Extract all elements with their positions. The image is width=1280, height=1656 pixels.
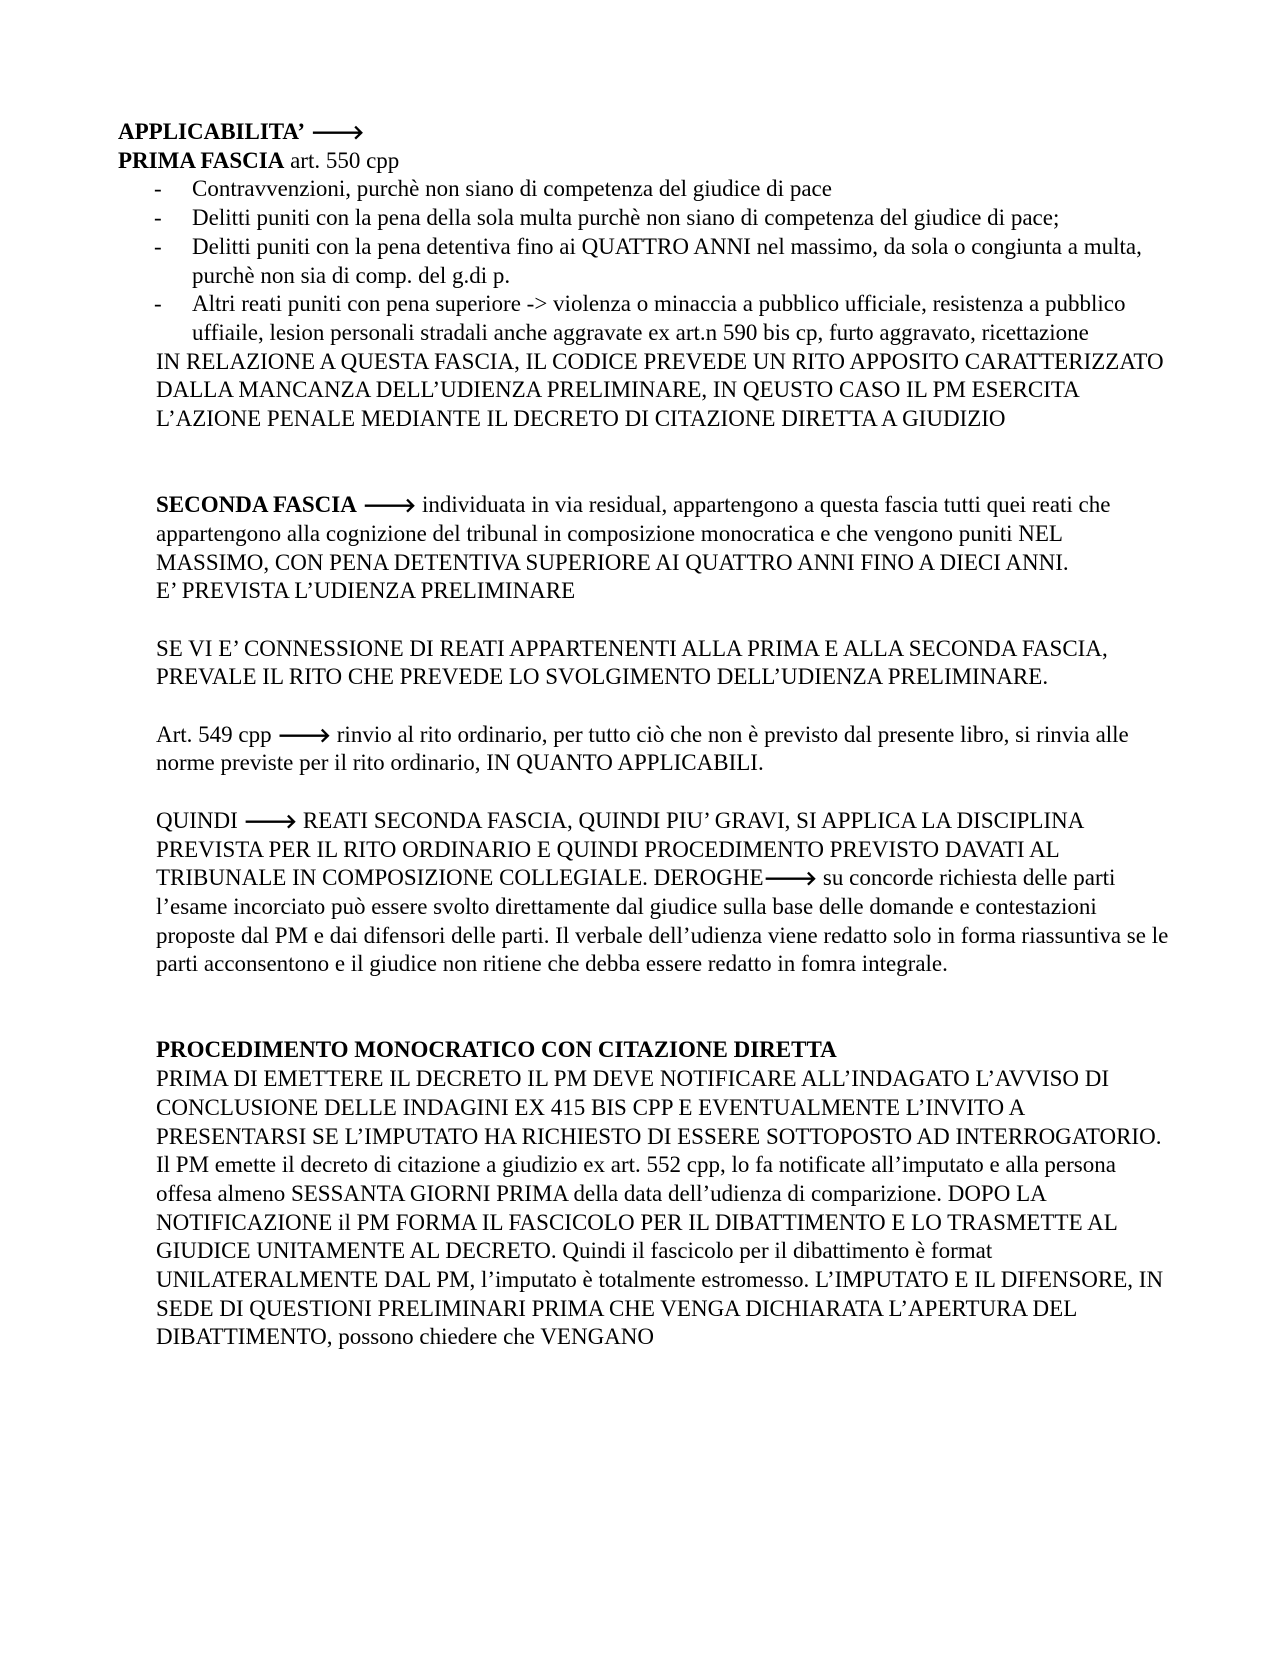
spacer	[156, 692, 1170, 721]
prima-fascia-title: PRIMA FASCIA	[118, 147, 285, 173]
heading-applicabilita-text: APPLICABILITA’	[118, 119, 305, 144]
arrow-icon: 🡒	[243, 808, 298, 833]
seconda-fascia-title: SECONDA FASCIA	[156, 492, 357, 518]
list-item	[118, 204, 1170, 233]
spacer	[156, 434, 1170, 491]
procedimento-title-text: PROCEDIMENTO MONOCRATICO CON CITAZIONE DIRETTA	[156, 1037, 837, 1063]
arrow-icon: 🡒	[763, 866, 818, 891]
spacer	[156, 778, 1170, 807]
list-item	[118, 233, 1170, 290]
quindi-lead: QUINDI	[156, 807, 244, 833]
prima-fascia-line	[118, 147, 1170, 176]
list-item-text: Delitti puniti con la pena della sola multa purchè non siano di competenza del giudice di pace;	[192, 205, 1060, 231]
prima-fascia-list	[118, 175, 1170, 347]
quindi-text: su concorde richiesta delle parti l’esame incorciato può essere svolto direttamente dal giudice sulla base delle domande e contestazioni proposte dal PM e dai difensori delle parti. Il verbale dell’udienza viene redatto solo in forma riassuntiva se le parti acconsentono e il giudice non ritiene che debba essere redatto in fomra integrale.	[156, 865, 1169, 977]
arrow-icon: 🡒	[310, 120, 365, 144]
document-body	[118, 118, 1170, 1352]
paragraph-procedimento-2: Il PM emette il decreto di citazione a giudizio ex art. 552 cpp, lo fa notificate all’imputato e alla persona offesa almeno SESSANTA GIORNI PRIMA della data dell’udienza di comparizione. DOPO LA NOTIFICAZIONE il PM FORMA IL FASCICOLO PER IL DIBATTIMENTO E LO TRASMETTE AL GIUDICE UNITAMENTE AL DECRETO. Quindi il fascicolo per il dibattimento è format UNILATERALMENTE DAL PM, l’imputato è totalmente estromesso. L’IMPUTATO E IL DIFENSORE, IN SEDE DI QUESTIONI PRELIMINARI PRIMA CHE VENGA DICHIARATA L’APERTURA DEL DIBATTIMENTO, possono chiedere che VENGANO	[156, 1152, 1164, 1350]
art-549-lead: Art. 549 cpp	[156, 721, 278, 747]
list-item-text: Delitti puniti con la pena detentiva fino ai QUATTRO ANNI nel massimo, da sola o congiunta a multa, purchè non sia di comp. del g.di p.	[192, 233, 1142, 288]
paragraph-quindi	[156, 807, 1170, 979]
paragraph-connessione: SE VI E’ CONNESSIONE DI REATI APPARTENENTI ALLA PRIMA E ALLA SECONDA FASCIA, PREVALE IL RITO CHE PREVEDE LO SVOLGIMENTO DELL’UDIENZA PRELIMINARE.	[156, 635, 1108, 690]
arrow-icon: 🡒	[277, 722, 332, 747]
list-item	[118, 290, 1170, 347]
seconda-fascia-text: individuata in via residual, appartengono a questa fascia tutti quei reati che appartengono alla cognizione del tribunal in composizione monocratica e che vengono puniti NEL MASSIMO, CON PENA DETENTIVA SUPERIORE AI QUATTRO ANNI FINO A DIECI ANNI.	[156, 492, 1111, 575]
paragraph-procedimento: PRIMA DI EMETTERE IL DECRETO IL PM DEVE NOTIFICARE ALL’INDAGATO L’AVVISO DI CONCLUSIONE DELLE INDAGINI EX 415 BIS CPP E EVENTUALMENTE L’INVITO A PRESENTARSI SE L’IMPUTATO HA RICHIESTO DI ESSERE SOTTOPOSTO AD INTERROGATORIO.	[156, 1066, 1162, 1149]
paragraph-prevista: E’ PREVISTA L’UDIENZA PRELIMINARE	[156, 578, 576, 604]
paragraph-seconda-fascia	[156, 491, 1170, 577]
list-dash: -	[154, 205, 162, 231]
spacer	[156, 979, 1170, 1036]
procedimento-title	[156, 1036, 1170, 1065]
quindi-mid: REATI SECONDA FASCIA, QUINDI PIU’ GRAVI, SI APPLICA LA DISCIPLINA PREVISTA PER IL RITO ORDINARIO E QUINDI PROCEDIMENTO PREVISTO DAVATI AL TRIBUNALE IN COMPOSIZIONE COLLEGIALE. DEROGHE	[156, 807, 1084, 891]
paragraph-relazione: IN RELAZIONE A QUESTA FASCIA, IL CODICE PREVEDE UN RITO APPOSITO CARATTERIZZATO DALLA MANCANZA DELL’UDIENZA PRELIMINARE, IN QEUSTO CASO IL PM ESERCITA L’AZIONE PENALE MEDIANTE IL DECRETO DI CITAZIONE DIRETTA A GIUDIZIO	[156, 348, 1164, 432]
indented-section	[156, 348, 1170, 1353]
spacer	[156, 606, 1170, 635]
prima-fascia-ref: art. 550 cpp	[284, 147, 400, 173]
list-item-text: Contravvenzioni, purchè non siano di competenza del giudice di pace	[192, 176, 832, 202]
list-item-text: Altri reati puniti con pena superiore -> violenza o minaccia a pubblico ufficiale, resistenza a pubblico uffiaile, lesion personali stradali anche aggravate ex art.n 590 bis cp, furto aggravato, ricettazione	[192, 291, 1126, 345]
list-dash: -	[154, 291, 162, 317]
arrow-icon: 🡒	[362, 493, 417, 518]
paragraph-art-549	[156, 721, 1170, 778]
list-dash: -	[154, 233, 162, 259]
list-item	[118, 175, 1170, 204]
art-549-text: rinvio al rito ordinario, per tutto ciò che non è previsto dal presente libro, si rinvia alle norme previste per il rito ordinario, IN QUANTO APPLICABILI.	[156, 721, 1129, 776]
list-dash: -	[154, 176, 162, 202]
heading-applicabilita	[118, 118, 1170, 147]
